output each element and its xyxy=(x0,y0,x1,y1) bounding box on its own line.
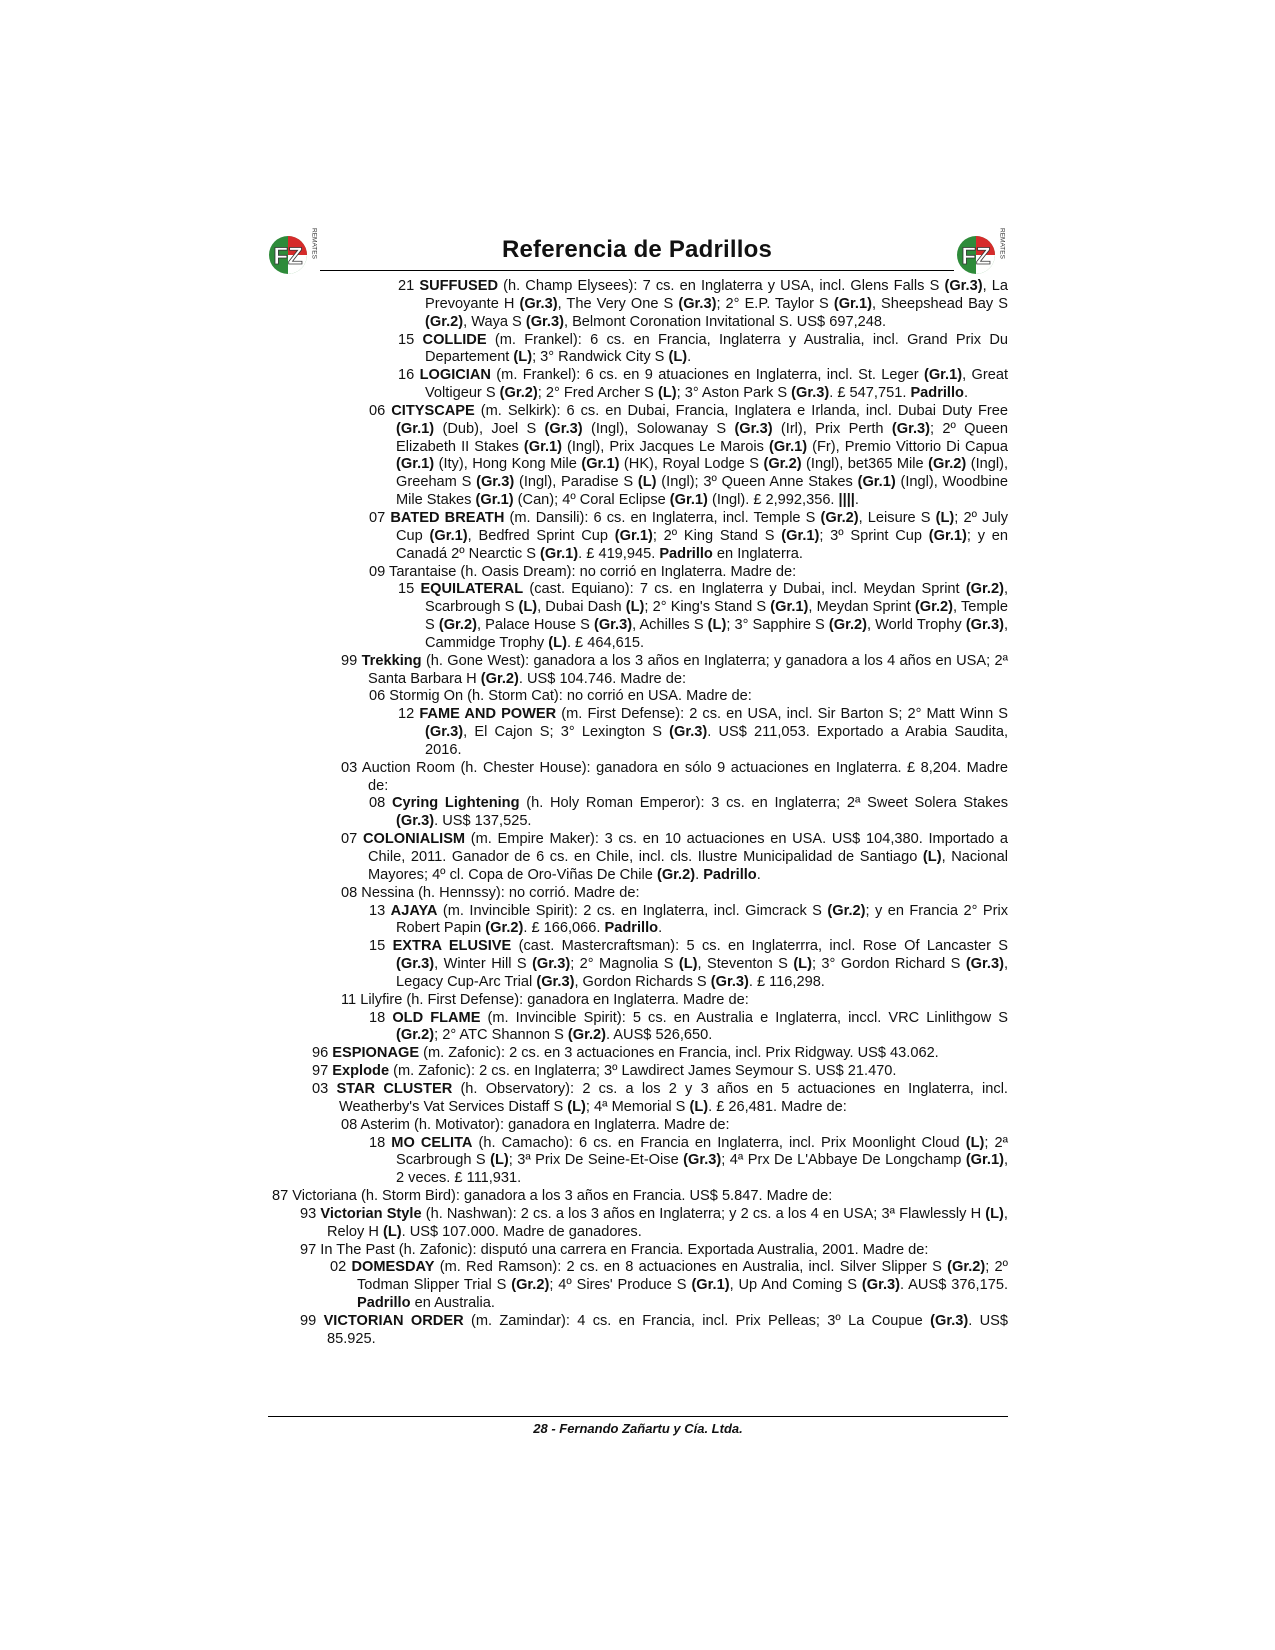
entry-text: (Ingl), Solowanay S xyxy=(582,420,735,437)
entry-bold-text: LOGICIAN xyxy=(419,367,491,384)
entry-text: 87 Victoriana (h. Storm Bird): ganadora a los 3 años en Francia. US$ 5.847. Madre de: xyxy=(272,1188,833,1205)
entry-bold-text: (L) xyxy=(490,1152,509,1169)
pedigree-entry xyxy=(268,1259,1008,1313)
entry-text: 03 xyxy=(312,1080,337,1097)
entry-text: , Belmont Coronation Invitational S. US$ 697,248. xyxy=(563,313,887,330)
entry-bold-text: (Gr.3) xyxy=(930,1312,969,1329)
entry-text: 93 xyxy=(300,1205,321,1222)
entry-bold-text: (Gr.1) xyxy=(857,474,896,491)
entry-bold-text: (Gr.3) xyxy=(683,1152,722,1169)
entry-text: (Can); 4º Coral Eclipse xyxy=(513,492,670,509)
entry-bold-text: (Gr.1) xyxy=(691,1277,730,1294)
page-footer: 28 - Fernando Zañartu y Cía. Ltda. xyxy=(533,1421,743,1436)
entry-text: ; 4º Sires' Produce S xyxy=(549,1277,692,1294)
entry-bold-text: (Gr.1) xyxy=(965,1152,1004,1169)
entry-text: (m. Red Ramson): 2 cs. en 8 actuaciones en Australia, incl. Silver Slipper S xyxy=(434,1259,948,1276)
entry-bold-text: |||| xyxy=(838,492,855,509)
pedigree-entry xyxy=(268,1045,1008,1063)
entry-text: ; 2º July Cup xyxy=(396,509,1008,544)
entry-bold-text: DOMESDAY xyxy=(351,1259,435,1276)
entry-bold-text: ESPIONAGE xyxy=(332,1045,420,1062)
entry-text: 08 Asterim (h. Motivator): ganadora en Inglaterra. Madre de: xyxy=(341,1116,730,1133)
entry-text: ; 2° Fred Archer S xyxy=(537,385,658,402)
entry-text: . £ 547,751. xyxy=(829,385,911,402)
entry-text: (h. Camacho): 6 cs. en Francia en Inglaterra, incl. Prix Moonlight Cloud xyxy=(472,1134,966,1151)
pedigree-entry xyxy=(268,510,1008,564)
entry-bold-text: (Gr.3) xyxy=(710,973,749,990)
page-header xyxy=(268,224,1006,280)
entry-bold-text: (L) xyxy=(513,349,533,366)
entry-bold-text: (Gr.2) xyxy=(820,509,859,526)
entry-text: 99 xyxy=(341,652,362,669)
entry-bold-text: (Gr.3) xyxy=(965,617,1004,634)
entry-text: . £ 419,945. xyxy=(578,545,660,562)
pedigree-entry xyxy=(268,1117,1008,1135)
entry-text: , Up And Coming S xyxy=(729,1277,862,1294)
entry-bold-text: SUFFUSED xyxy=(419,278,499,294)
entry-text: ; 3° Sapphire S xyxy=(726,617,829,634)
entry-bold-text: Cyring Lightening xyxy=(391,795,520,812)
entry-bold-text: (Gr.3) xyxy=(525,313,564,330)
entry-text: (Ingl), Woodbine Mile Stakes xyxy=(396,474,1008,509)
entry-text: (h. Holy Roman Emperor): 3 cs. en Inglaterra; 2ª Sweet Solera Stakes xyxy=(519,795,1008,812)
entry-bold-text: (L) xyxy=(567,1098,586,1115)
entry-text: 15 xyxy=(398,581,421,598)
entry-text: 09 Tarantaise (h. Oasis Dream): no corrió en Inglaterra. Madre de: xyxy=(369,563,797,580)
entry-bold-text: (Gr.3) xyxy=(965,956,1004,973)
pedigree-entry xyxy=(268,367,1008,403)
footer-divider xyxy=(268,1416,1008,1417)
entry-bold-text: (Gr.2) xyxy=(828,617,867,634)
pedigree-entry xyxy=(268,1063,1008,1081)
entry-bold-text: (L) xyxy=(935,509,955,526)
entry-text: , Palace House S xyxy=(476,617,594,634)
entry-text: , Winter Hill S xyxy=(434,956,533,973)
remates-logo xyxy=(268,224,318,280)
entry-bold-text: COLONIALISM xyxy=(362,831,466,848)
entry-bold-text: (Gr.3) xyxy=(532,956,571,973)
entry-text: , Bedfred Sprint Cup xyxy=(467,527,615,544)
entry-bold-text: (Gr.1) xyxy=(523,438,562,455)
entry-text: 07 xyxy=(369,509,391,526)
entry-text: . US$ 107.000. Madre de ganadores. xyxy=(401,1223,642,1240)
entry-text: 99 xyxy=(300,1312,324,1329)
entry-text: ; 2º Todman Slipper Trial S xyxy=(357,1259,1008,1294)
entry-bold-text: AJAYA xyxy=(390,902,438,919)
logo-initials-right: FZ xyxy=(961,243,991,270)
entry-text: (m. Frankel): 6 cs. en Francia, Inglaterra y Australia, incl. Grand Prix Du Departement xyxy=(425,331,1008,366)
entry-text: (m. Zamindar): 4 cs. en Francia, incl. Prix Pelleas; 3º La Coupue xyxy=(463,1312,931,1329)
entry-text: (h. Champ Elysees): 7 cs. en Inglaterra y USA, incl. Glens Falls S xyxy=(498,278,945,294)
entry-bold-text: (Gr.3) xyxy=(396,813,435,830)
entry-bold-text: MO CELITA xyxy=(391,1134,473,1151)
entry-bold-text: (L) xyxy=(678,956,698,973)
entry-bold-text: (Gr.1) xyxy=(781,527,820,544)
entry-bold-text: STAR CLUSTER xyxy=(336,1080,453,1097)
entry-text: 03 Auction Room (h. Chester House): ganadora en sólo 9 actuaciones en Inglaterra. £ 8,204. Madre de: xyxy=(341,759,1008,794)
entry-bold-text: Trekking xyxy=(361,652,422,669)
entry-text: ; 4ª Prx De L'Abbaye De Longchamp xyxy=(721,1152,966,1169)
entry-bold-text: (Gr.3) xyxy=(678,295,717,312)
entry-bold-text: (Gr.3) xyxy=(593,617,633,634)
entry-text: 18 xyxy=(369,1009,393,1026)
entry-text: , 2 veces. £ 111,931. xyxy=(396,1152,1008,1187)
entry-text: ; 3º Sprint Cup xyxy=(819,527,929,544)
pedigree-entry xyxy=(268,1135,1008,1189)
entry-bold-text: (Gr.2) xyxy=(914,599,954,616)
entry-text: (h. Observatory): 2 cs. a los 2 y 3 años en 5 actuaciones en Inglaterra, incl. Weatherby's Vat Services Distaff S xyxy=(339,1080,1008,1115)
remates-logo-right xyxy=(956,224,1006,280)
entry-bold-text: (L) xyxy=(922,849,942,865)
entry-bold-text: Victorian Style xyxy=(320,1205,422,1222)
pedigree-entry xyxy=(268,564,1008,582)
pedigree-entry xyxy=(268,278,1008,332)
entry-bold-text: (Gr.1) xyxy=(833,295,872,312)
entry-text: (Ity), Hong Kong Mile xyxy=(434,456,582,473)
entry-bold-text: (L) xyxy=(965,1134,985,1151)
entry-text: en Australia. xyxy=(410,1295,495,1312)
pedigree-entry xyxy=(268,653,1008,689)
entry-text: . £ 26,481. Madre de: xyxy=(708,1098,847,1115)
pedigree-entry xyxy=(268,938,1008,992)
entry-bold-text: (Gr.3) xyxy=(544,420,583,437)
pedigree-entry xyxy=(268,1010,1008,1046)
entry-bold-text: (Gr.3) xyxy=(536,973,575,990)
entry-bold-text: (L) xyxy=(793,956,812,973)
pedigree-entry xyxy=(268,831,1008,885)
entry-text: ; 3ª Prix De Seine-Et-Oise xyxy=(508,1152,684,1169)
entry-text: ; 3° Aston Park S xyxy=(676,385,792,402)
entry-text: 11 Lilyfire (h. First Defense): ganadora en Inglaterra. Madre de: xyxy=(341,991,749,1008)
entry-text: . AUS$ 526,650. xyxy=(606,1027,713,1044)
entry-bold-text: (Gr.2) xyxy=(656,866,696,883)
entry-text: 06 xyxy=(369,402,392,419)
entry-bold-text: (Gr.2) xyxy=(827,902,866,919)
entry-text: (m. Zafonic): 2 cs. en Inglaterra; 3º Lawdirect James Seymour S. US$ 21.470. xyxy=(389,1063,897,1080)
logo-initials: FZ xyxy=(273,243,303,270)
entry-bold-text: OLD FLAME xyxy=(392,1009,481,1026)
entry-bold-text: (Gr.1) xyxy=(669,492,708,509)
pedigree-entry xyxy=(268,1188,1008,1206)
entry-text: , Meydan Sprint xyxy=(808,599,915,616)
entry-text: ; y en Francia 2° Prix Robert Papin xyxy=(396,902,1008,937)
entry-text: , World Trophy xyxy=(867,617,966,634)
entry-bold-text: (Gr.3) xyxy=(791,385,830,402)
pedigree-entry xyxy=(268,760,1008,796)
entry-text: (Fr), Premio Vittorio Di Capua xyxy=(807,438,1008,455)
entry-text: (Ingl), Paradise S xyxy=(514,474,638,491)
pedigree-entry xyxy=(268,1206,1008,1242)
entry-bold-text: (Gr.2) xyxy=(480,670,519,687)
entry-text: 08 xyxy=(369,795,392,812)
entry-bold-text: (Gr.2) xyxy=(499,385,538,402)
entry-text: (m. Empire Maker): 3 cs. en 10 actuaciones en USA. US$ 104,380. Importado a Chile, 2011. Ganador de 6 cs. en Chile, incl. cls. Ilustre Municipalidad de Santiago xyxy=(368,831,1009,865)
entry-bold-text: (L) xyxy=(637,474,657,491)
entry-bold-text: (Gr.1) xyxy=(770,599,809,616)
pedigree-list xyxy=(268,278,1008,1349)
entry-text: . xyxy=(756,866,761,883)
entry-bold-text: (Gr.1) xyxy=(475,492,514,509)
entry-text: . xyxy=(695,866,704,883)
entry-text: , Great Voltigeur S xyxy=(425,367,1009,402)
entry-text: ; 3° Randwick City S xyxy=(532,349,669,366)
entry-bold-text: Padrillo xyxy=(659,545,713,562)
entry-text: ; 2° E.P. Taylor S xyxy=(716,295,834,312)
entry-text: (Ingl), bet365 Mile xyxy=(801,456,929,473)
entry-text: . £ 166,066. xyxy=(523,920,605,937)
entry-text: (h. Gone West): ganadora a los 3 años en Inglaterra; y ganadora a los 4 años en USA; 2ª Santa Barbara H xyxy=(368,652,1008,687)
pedigree-entry xyxy=(268,1313,1008,1349)
entry-text: . xyxy=(963,385,969,402)
entry-text: (HK), Royal Lodge S xyxy=(619,456,764,473)
entry-text: (Ingl), Greeham S xyxy=(396,456,1009,491)
entry-bold-text: (L) xyxy=(985,1205,1004,1222)
entry-bold-text: (Gr.1) xyxy=(429,527,468,544)
entry-text: (m. First Defense): 2 cs. en USA, incl. Sir Barton S; 2° Matt Winn S xyxy=(556,706,1008,723)
entry-bold-text: CITYSCAPE xyxy=(391,402,475,419)
pedigree-entry xyxy=(268,332,1008,368)
entry-text: . £ 116,298. xyxy=(748,973,825,990)
entry-text: (cast. Equiano): 7 cs. en Inglaterra y Dubai, incl. Meydan Sprint xyxy=(523,581,966,598)
entry-text: (m. Selkirk): 6 cs. en Dubai, Francia, Inglatera e Irlanda, incl. Dubai Duty Free xyxy=(474,402,1008,419)
entry-bold-text: (Gr.3) xyxy=(891,420,930,437)
entry-text: 07 xyxy=(341,831,363,848)
entry-text: (m. Invincible Spirit): 5 cs. en Australia e Inglaterra, inccl. VRC Linlithgow S xyxy=(480,1009,1008,1026)
entry-text: (Irl), Prix Perth xyxy=(772,420,892,437)
entry-bold-text: (L) xyxy=(657,385,677,402)
entry-text: (m. Invincible Spirit): 2 cs. en Inglaterra, incl. Gimcrack S xyxy=(437,902,828,919)
entry-bold-text: (L) xyxy=(382,1223,402,1240)
entry-bold-text: COLLIDE xyxy=(422,331,487,348)
entry-bold-text: Padrillo xyxy=(357,1295,411,1312)
entry-bold-text: Padrillo xyxy=(703,866,757,883)
entry-text: en Inglaterra. xyxy=(712,545,803,562)
entry-bold-text: (Gr.3) xyxy=(425,724,464,741)
entry-bold-text: (Gr.1) xyxy=(768,438,808,455)
entry-text: . US$ 137,525. xyxy=(434,813,532,830)
entry-text: 06 Stormig On (h. Storm Cat): no corrió en USA. Madre de: xyxy=(369,688,752,705)
entry-text: , Achilles S xyxy=(632,617,708,634)
entry-bold-text: (Gr.3) xyxy=(669,724,708,741)
entry-bold-text: (Gr.2) xyxy=(567,1027,606,1044)
entry-bold-text: (Gr.2) xyxy=(511,1277,550,1294)
entry-text: . xyxy=(658,920,663,937)
entry-bold-text: Padrillo xyxy=(604,920,659,937)
entry-text: (m. Zafonic): 2 cs. en 3 actuaciones en Francia, incl. Prix Ridgway. US$ 43.062. xyxy=(419,1045,939,1062)
entry-text: ; 2º Queen Elizabeth II Stakes xyxy=(396,420,1008,455)
entry-bold-text: (L) xyxy=(548,634,567,651)
pedigree-entry xyxy=(268,688,1008,706)
entry-text: , Nacional Mayores; 4º cl. Copa de Oro-Viñas De Chile xyxy=(368,849,1008,883)
entry-bold-text: BATED BREATH xyxy=(390,509,505,526)
entry-text: , Scarbrough S xyxy=(425,581,1008,616)
logo-text-right: REMATES xyxy=(998,228,1006,259)
pedigree-entry xyxy=(268,992,1008,1010)
entry-text: , Legacy Cup-Arc Trial xyxy=(396,956,1008,990)
entry-text: 18 xyxy=(369,1134,392,1151)
entry-text: ; 2º King Stand S xyxy=(652,527,782,544)
entry-bold-text: (Gr.3) xyxy=(476,474,515,491)
page-title: Referencia de Padrillos xyxy=(501,236,773,263)
entry-text: , Leisure S xyxy=(858,509,936,526)
entry-text: 97 In The Past (h. Zafonic): disputó una carrera en Francia. Exportada Australia, 2001. Madre de: xyxy=(300,1241,929,1258)
entry-bold-text: (L) xyxy=(625,599,645,616)
pedigree-entry xyxy=(268,403,1008,510)
entry-bold-text: (Gr.2) xyxy=(425,313,464,330)
entry-bold-text: (Gr.2) xyxy=(763,456,802,473)
entry-text: (Ingl). £ 2,992,356. xyxy=(707,492,839,509)
entry-bold-text: (Gr.1) xyxy=(396,420,435,437)
entry-bold-text: (Gr.1) xyxy=(540,545,579,562)
entry-bold-text: EXTRA ELUSIVE xyxy=(392,938,512,955)
entry-bold-text: (Gr.2) xyxy=(965,581,1004,598)
entry-text: (Ingl), Prix Jacques Le Marois xyxy=(561,438,769,455)
logo-text: REMATES xyxy=(310,228,318,259)
entry-text: . £ 464,615. xyxy=(566,634,645,651)
entry-text: (cast. Mastercraftsman): 5 cs. en Inglaterrra, incl. Rose Of Lancaster S xyxy=(511,938,1009,955)
entry-bold-text: FAME AND POWER xyxy=(419,706,557,723)
entry-text: 02 xyxy=(330,1259,352,1276)
pedigree-entry xyxy=(268,1081,1008,1117)
entry-text: 08 Nessina (h. Hennssy): no corrió. Madre de: xyxy=(341,884,640,901)
entry-text: , Gordon Richards S xyxy=(574,973,711,990)
entry-bold-text: (L) xyxy=(518,599,538,616)
entry-bold-text: (Gr.1) xyxy=(928,527,967,544)
entry-text: , Cammidge Trophy xyxy=(425,617,1008,651)
entry-bold-text: (L) xyxy=(689,1098,709,1115)
entry-text: ; 2° King's Stand S xyxy=(644,599,771,616)
entry-bold-text: (Gr.3) xyxy=(396,956,435,973)
entry-bold-text: (Gr.2) xyxy=(485,920,524,937)
entry-text: , Steventon S xyxy=(697,956,794,973)
entry-text: (h. Nashwan): 2 cs. a los 3 años en Inglaterra; y 2 cs. a los 4 en USA; 3ª Flawlessly H xyxy=(421,1205,986,1222)
entry-text: ; 3° Gordon Richard S xyxy=(811,956,966,973)
entry-bold-text: (Gr.2) xyxy=(396,1027,435,1044)
entry-bold-text: (Gr.2) xyxy=(438,617,477,634)
entry-bold-text: (Gr.2) xyxy=(947,1259,986,1276)
entry-bold-text: (L) xyxy=(707,617,727,634)
header-divider xyxy=(320,270,954,271)
entry-text: . US$ 104.746. Madre de: xyxy=(518,670,687,687)
pedigree-entry xyxy=(268,903,1008,939)
entry-text: , La Prevoyante H xyxy=(425,278,1008,312)
entry-bold-text: EQUILATERAL xyxy=(420,581,524,598)
entry-text: . US$ 85.925. xyxy=(327,1312,1009,1347)
entry-text: , Temple S xyxy=(425,599,1009,634)
entry-text: 12 xyxy=(398,706,420,723)
entry-bold-text: (Gr.2) xyxy=(928,456,967,473)
entry-text: 97 xyxy=(312,1063,333,1080)
entry-text: . US$ 211,053. Exportado a Arabia Saudita, 2016. xyxy=(425,724,1008,758)
entry-text: ; y en Canadá 2º Nearctic S xyxy=(396,527,1008,562)
entry-bold-text: VICTORIAN ORDER xyxy=(323,1312,464,1329)
entry-text: 96 xyxy=(312,1045,333,1062)
entry-bold-text: (Gr.3) xyxy=(944,278,983,294)
entry-text: (Ingl); 3º Queen Anne Stakes xyxy=(656,474,858,491)
entry-text: 13 xyxy=(369,902,391,919)
entry-text: , Waya S xyxy=(463,313,526,330)
entry-bold-text: (Gr.1) xyxy=(923,367,963,384)
entry-text: . AUS$ 376,175. xyxy=(900,1277,1009,1294)
pedigree-entry xyxy=(268,1242,1008,1260)
entry-text: . xyxy=(854,492,859,509)
entry-bold-text: (L) xyxy=(668,349,688,366)
entry-bold-text: (Gr.1) xyxy=(581,456,620,473)
entry-text: 15 xyxy=(369,938,393,955)
entry-bold-text: (Gr.1) xyxy=(396,456,435,473)
entry-text: , The Very One S xyxy=(557,295,679,312)
entry-bold-text: (Gr.3) xyxy=(519,295,558,312)
entry-bold-text: (Gr.3) xyxy=(861,1277,901,1294)
entry-text: 16 xyxy=(398,367,420,384)
pedigree-entry xyxy=(268,581,1008,652)
pedigree-entry xyxy=(268,706,1008,760)
entry-text: , Reloy H xyxy=(327,1205,1008,1240)
entry-text: (m. Frankel): 6 cs. en 9 atuaciones en Inglaterra, incl. St. Leger xyxy=(490,367,924,384)
entry-text: ; 2° Magnolia S xyxy=(570,956,679,973)
entry-text: , Dubai Dash xyxy=(537,599,626,616)
entry-text: 15 xyxy=(398,331,423,348)
entry-text: (Dub), Joel S xyxy=(434,420,545,437)
pedigree-entry xyxy=(268,885,1008,903)
entry-bold-text: Padrillo xyxy=(910,385,964,402)
entry-bold-text: (Gr.1) xyxy=(614,527,653,544)
entry-text: ; 4ª Memorial S xyxy=(585,1098,690,1115)
entry-text: ; 2ª Scarbrough S xyxy=(396,1134,1008,1169)
entry-bold-text: Explode xyxy=(332,1063,390,1080)
entry-text: (m. Dansili): 6 cs. en Inglaterra, incl. Temple S xyxy=(504,509,821,526)
pedigree-entry xyxy=(268,795,1008,831)
entry-text: , El Cajon S; 3° Lexington S xyxy=(463,724,670,741)
entry-bold-text: (Gr.3) xyxy=(734,420,773,437)
entry-text: 21 xyxy=(398,278,420,294)
entry-text: . xyxy=(687,349,692,366)
entry-text: , Sheepshead Bay S xyxy=(871,295,1009,312)
entry-text: ; 2° ATC Shannon S xyxy=(434,1027,568,1044)
